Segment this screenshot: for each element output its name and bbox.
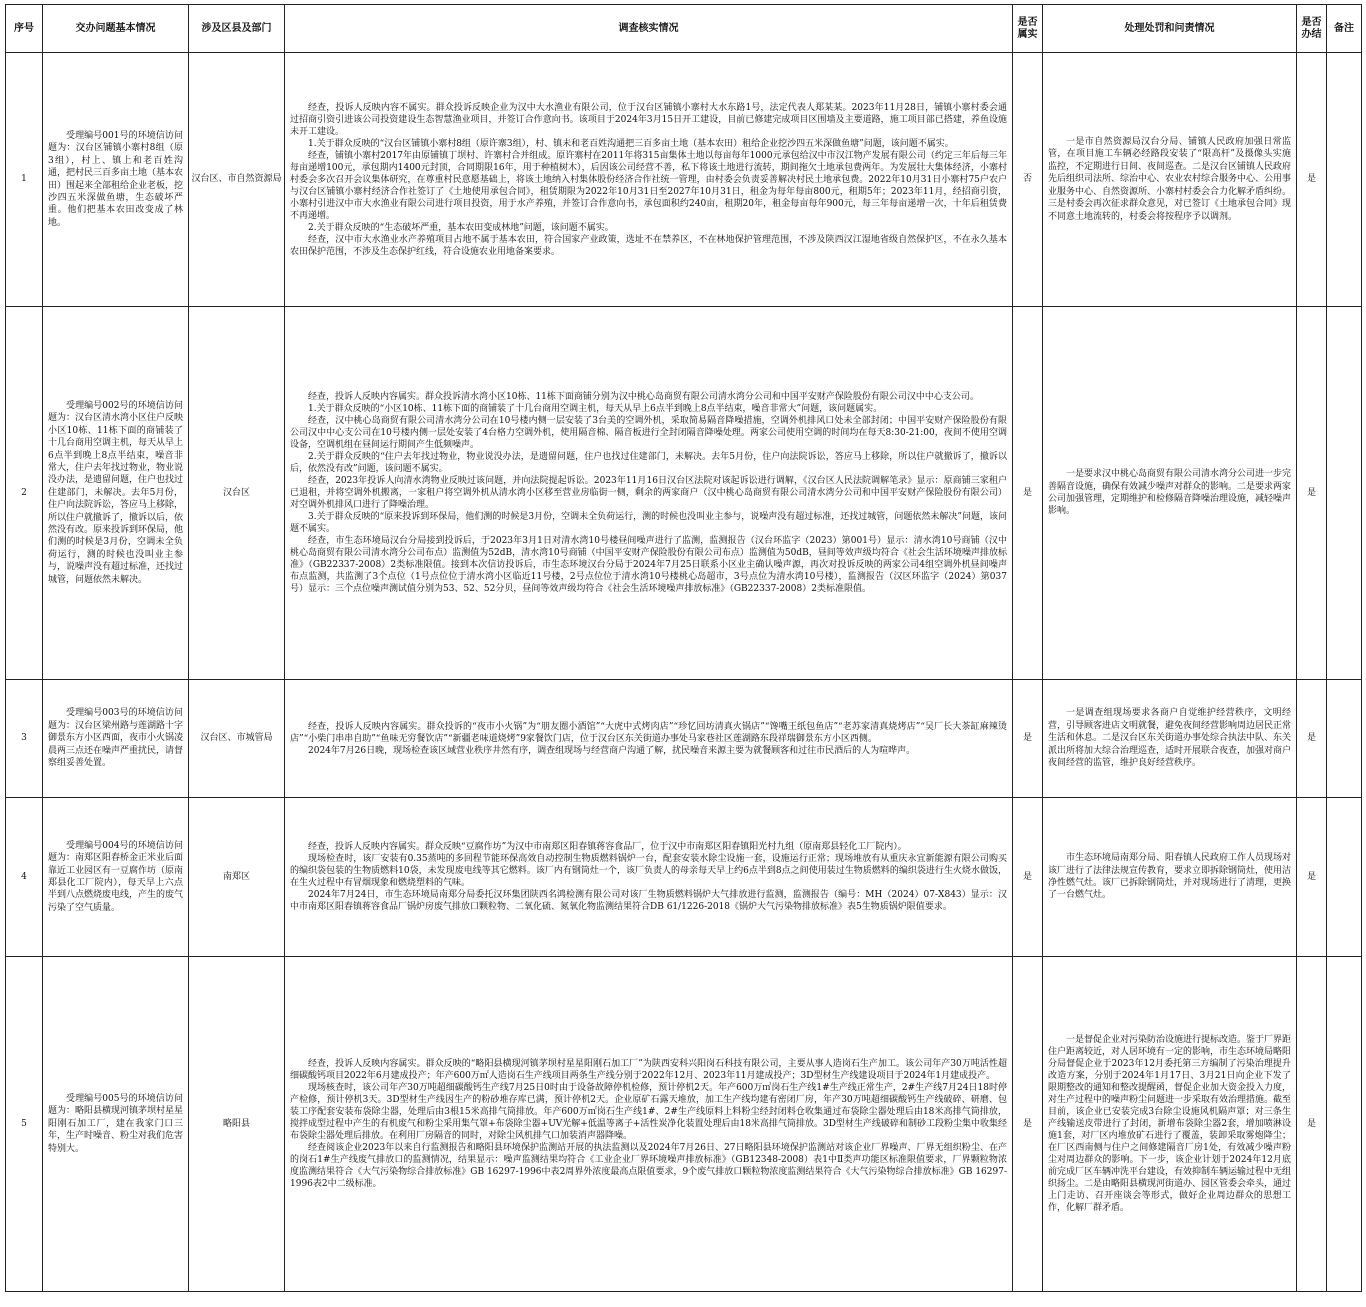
row-closed: 是 <box>1297 798 1327 957</box>
row-verified: 是 <box>1013 957 1043 1292</box>
header-verified: 是否属实 <box>1013 5 1043 53</box>
row-note <box>1327 53 1362 307</box>
row-handling: 一是要求汉中桃心岛商贸有限公司清水湾分公司进一步完善隔音设施，确保有效减少噪声对群众的影响。二是要求两家公司加强管理，定期维护和检修隔音降噪治理设施，减轻噪声影响。 <box>1043 307 1297 680</box>
row-note <box>1327 798 1362 957</box>
row-handling: 一是调查组现场要求各商户自觉维护经营秩序，文明经营，引导顾客进店文明就餐，避免夜间经营影响周边居民正常生活和休息。二是汉台区东关街道办事处综合执法中队、东关派出所将加大综合治理巡查，适时开展联合夜查，加强对商户夜间经营的监管，维护良好经营秩序。 <box>1043 680 1297 798</box>
row-closed: 是 <box>1297 307 1327 680</box>
header-no: 序号 <box>6 5 43 53</box>
row-verified: 否 <box>1013 53 1043 307</box>
header-handling: 处理处罚和问责情况 <box>1043 5 1297 53</box>
header-closed: 是否办结 <box>1297 5 1327 53</box>
row-no: 4 <box>6 798 43 957</box>
row-dept: 汉台区、市城管局 <box>189 680 285 798</box>
row-basic: 受理编号001号的环境信访问题为：汉台区铺镇小寨村8组（原3组），村上、镇上和老百姓沟通，把村民三百多亩土地（基本农田）围起来全部租给企业老板，挖沙四五米深做鱼塘，生态破坏严重。他们把基本农田改变成了林地。 <box>43 53 189 307</box>
row-basic: 受理编号002号的环境信访问题为：汉台区清水湾小区住户反映小区10栋、11栋下面的商铺装了十几台商用空调主机，每天从早上6点半到晚上8点半结束，噪音非常大，住户去年找过物业，物业说没办法，是遗留问题，住户也找过住建部门，未解决。去年5月份，住户向法院诉讼，答应马上移除，所以住户就撤诉了，撤诉以后，依然没有改。原来投诉到环保局，他们测的时候是3月份，空调未全负荷运行，测的时候也没叫业主参与，说噪声没有超过标准，还找过城管，问题依然未解决。 <box>43 307 189 680</box>
table-row <box>6 680 1362 798</box>
row-basic: 受理编号005号的环境信访问题为：略阳县横现河镇茅坝村星星阳刚石加工厂，建在我家门口三年，生产时噪音、粉尘对我们危害特别大。 <box>43 957 189 1292</box>
row-verified: 是 <box>1013 680 1043 798</box>
table-row <box>6 307 1362 680</box>
row-investigation: 经查，投诉人反映内容属实。群众反映的“略阳县横现河镇茅坝村星星阳刚石加工厂”为陕西安科兴阳岗石科技有限公司，主要从事人造岗石生产加工。该公司年产30万吨活性超细碳酸钙项目2022年6月建成投产；年产600万㎡人造岗石生产线项目两条生产线分别于2022年12月、2023年11月建成投产；3D型材生产线建设项目于2024年1月建成投产。 现场核查时，该公司年产30万吨超细碳酸钙生产线7月25日0时由于设备故障停机检修，预计停机2天。年产600万㎡岗石生产线1#生产线正常生产，2#生产线7月24日18时停产检修，预计停机3天。3D型材生产线因生产的粉砂堆存库已满，预计停机2天。企业原矿石露天堆放，加工生产线均建有密闭厂房，年产30万吨超细碳酸钙生产线破碎、研磨、包装工序配套安装布袋除尘器，处理后由3根15米高排气筒排放。年产600万㎡岗石生产线1#、2#生产线原料上料粉尘经封闭料仓收集通过布袋除尘器处理后由18米高排气筒排放，搅拌成型过程中产生的有机废气和粉尘采用集气罩+布袋除尘器+UV光解+低温等离子+活性炭净化装置处理后由18米高排气筒排放。3D型材生产线破碎和制砂工段粉尘集中收集经布袋除尘器处理后排放。在利用厂房隔音的同时，对除尘风机排气口加装消声器降噪。 经查阅该企业2023年以来自行监测报告和略阳县环境保护监测站开展的执法监测以及2024年7月26日、27日略阳县环境保护监测站对该企业厂界噪声、厂界无组织粉尘、在产的岗石1#生产线废气排放口的监测情况，结果显示：噪声监测结果均符合《工业企业厂界环境噪声排放标准》（GB12348-2008）表1中Ⅱ类声功能区标准限值要求，厂界颗粒物浓度监测结果符合《大气污染物综合排放标准》GB 16297-1996中表2周界外浓度最高点限值要求，9个废气排放口颗粒物浓度监测结果符合《大气污染物综合排放标准》GB 16297-1996表2中二级标准。 <box>285 957 1013 1292</box>
row-note <box>1327 307 1362 680</box>
row-note <box>1327 957 1362 1292</box>
row-verified: 是 <box>1013 798 1043 957</box>
row-dept: 南郑区 <box>189 798 285 957</box>
row-no: 2 <box>6 307 43 680</box>
row-basic: 受理编号004号的环境信访问题为：南郑区阳春桥金正米业后面靠近工业园区有一豆腐作坊（原南郑县化工厂院内），每天早上六点半到八点燃烧废电线，产生的废气污染了空气质量。 <box>43 798 189 957</box>
row-dept: 略阳县 <box>189 957 285 1292</box>
table-row <box>6 798 1362 957</box>
row-verified: 是 <box>1013 307 1043 680</box>
complaint-table <box>5 4 1362 1292</box>
row-investigation: 经查，投诉人反映内容属实。群众投诉的“夜市小火锅”为“朋友圈小酒馆”“大虎中式烤肉店”“珍忆回坊清真火锅店”“馋嘴王纸包鱼店”“老苏家清真烧烤店”“吴厂长大茶缸麻辣烫店”“小柴门串串自助”“鱼味无穷餐饮店”“新疆老味道烧烤”9家餐饮门店，位于汉台区东关街道办事处马家巷社区莲湖路东段祥瑞御景东方小区西侧。 2024年7月26日晚，现场检查该区域营业秩序井然有序，调查组现场与经营商户沟通了解，扰民噪音来源主要为就餐顾客和过往市民酒后的人为喧哗声。 <box>285 680 1013 798</box>
header-investigation: 调查核实情况 <box>285 5 1013 53</box>
row-note <box>1327 680 1362 798</box>
row-closed: 是 <box>1297 680 1327 798</box>
row-closed: 是 <box>1297 957 1327 1292</box>
row-no: 1 <box>6 53 43 307</box>
row-investigation: 经查，投诉人反映内容属实。群众反映“豆腐作坊”为汉中市南郑区阳春镇蒋容食品厂，位于汉中市南郑区阳春镇阳光村九组（原南郑县轻化工厂院内）。 现场检查时，该厂安装有0.35蒸吨的多回程节能环保高效自动控制生物质燃料锅炉一台，配套安装水除尘设施一套，设施运行正常；现场堆放有从重庆永宜新能源有限公司购买的编织袋包装的生物质燃料10袋，未发现废电线等其它燃料。该厂内有钢筒灶一个，该厂负责人的母亲每天早上约6点半到8点之间使用装过生物质燃料的编织袋进行生火烧水做饭，在生火过程中有冒烟现象和燃烧塑料的气味。 2024年7月24日，市生态环境局南郑分局委托汉环集团陕西名鸿检测有限公司对该厂生物质燃料锅炉大气排放进行监测，监测报告（编号：MH（2024）07-X843）显示：汉中市南郑区阳春镇蒋容食品厂锅炉房废气排放口颗粒物、二氧化硫、氮氧化物监测结果符合DB 61/1226-2018《锅炉大气污染物排放标准》表5生物质锅炉限值要求。 <box>285 798 1013 957</box>
table-row <box>6 53 1362 307</box>
header-basic: 交办问题基本情况 <box>43 5 189 53</box>
row-no: 5 <box>6 957 43 1292</box>
row-handling: 一是市自然资源局汉台分局、铺镇人民政府加强日常监管，在项目施工车辆必经路段安装了“限高杆”及摄像头实施监控，不定期进行日间、夜间巡查。二是汉台区铺镇人民政府先后组织司法所、综治中心、农业农村综合服务中心、公用事业服务中心、自然资源所、小寨村村委会合力化解矛盾纠纷。三是村委会再次征求群众意见，对已签订《土地承包合同》现不同意土地流转的，村委会将按程序予以调剂。 <box>1043 53 1297 307</box>
row-dept: 汉台区 <box>189 307 285 680</box>
table-row <box>6 957 1362 1292</box>
table-header-row <box>6 5 1362 53</box>
row-dept: 汉台区、市自然资源局 <box>189 53 285 307</box>
row-no: 3 <box>6 680 43 798</box>
row-handling: 一是督促企业对污染防治设施进行提标改造。鉴于厂界距住户距离较近，对人居环境有一定的影响，市生态环境局略阳分局督促企业于2023年12月委托第三方编制了污染治理提升改造方案，分别于2024年1月17日、3月21日向企业下发了限期整改的通知和整改提醒函，督促企业加大资金投入力度，对生产过程中的噪声粉尘问题进一步采取有效治理措施。截至目前，该企业已安装完成3台除尘设施风机隔声罩；对三条生产线输送皮带进行了封闭，新增布袋除尘器2套，增加喷淋设施1套，对厂区内堆放矿石进行了覆盖，装卸采取雾炮降尘；在厂区西南侧与住户之间修建隔音厂房1处，有效减少噪声粉尘对周边群众的影响。下一步，该企业计划于2024年12月底前完成厂区车辆冲洗平台建设，有效抑制车辆运输过程中无组织扬尘。二是由略阳县横现河街道办、园区管委会牵头，通过上门走访、召开座谈会等形式，做好企业周边群众的思想工作，化解厂群矛盾。 <box>1043 957 1297 1292</box>
row-handling: 市生态环境局南郑分局、阳春镇人民政府工作人员现场对该厂进行了法律法规宣传教育，要求立即拆除钢筒灶，使用洁净性燃气灶。该厂已拆除钢筒灶，并对现场进行了清理，更换了一台燃气灶。 <box>1043 798 1297 957</box>
row-basic: 受理编号003号的环境信访问题为：汉台区梁州路与莲湖路十字御景东方小区西面，夜市小火锅凌晨两三点还在噪声严重扰民，请督察组妥善处置。 <box>43 680 189 798</box>
row-investigation: 经查，投诉人反映内容属实。群众投诉清水湾小区10栋、11栋下面商铺分别为汉中桃心岛商贸有限公司清水湾分公司和中国平安财产保险股份有限公司汉中中心支公司。 1.关于群众反映的“小区10栋、11栋下面的商铺装了十几台商用空调主机，每天从早上6点半到晚上8点半结束，噪音非常大”问题，该问题属实。 经查，汉中桃心岛商贸有限公司清水湾分公司在10号楼内侧一层安装了3台美的空调外机，采取简易隔音降噪措施，空调外机排风口处未全部封闭；中国平安财产保险股份有限公司汉中中心支公司在10号楼内侧一层处安装了4台格力空调外机，使用隔音棉、隔音板进行全封闭隔音降噪处理。两家公司使用空调的时间均在每天8:30-21:00，夜间不使用空调设备，空调机组在昼间运行期间产生低频噪声。 2.关于群众反映的“住户去年找过物业，物业说没办法，是遗留问题，住户也找过住建部门，未解决。去年5月份，住户向法院诉讼，答应马上移除，所以住户就撤诉了，撤诉以后，依然没有改”问题，该问题不属实。 经查，2023年投诉人向清水湾物业反映过该问题，并向法院提起诉讼。2023年11月16日汉台区法院对该起诉讼进行调解，《汉台区人民法院调解笔录》显示：原商铺三家租户已退租，并将空调外机搬离，一家租户将空调外机从清水湾小区移至营业房临街一侧，剩余的两家商户（汉中桃心岛商贸有限公司清水湾分公司和中国平安财产保险股份有限公司）对空调外机排风口进行了降噪治理。 3.关于群众反映的“原来投诉到环保局，他们测的时候是3月份，空调未全负荷运行，测的时候也没叫业主参与，说噪声没有超过标准，还找过城管，问题依然未解决”问题，该问题不属实。 经查，市生态环境局汉台分局接到投诉后，于2023年3月1日对清水湾10号楼昼间噪声进行了监测，监测报告（汉台环监字（2023）第001号）显示：清水湾10号商铺（汉中桃心岛商贸有限公司清水湾分公司布点）监测值为52dB，清水湾10号商铺（中国平安财产保险股份有限公司布点）监测值为50dB，昼间等效声级均符合《社会生活环境噪声排放标准》（GB22337-2008）2类标准限值。接到本次信访投诉后，市生态环境汉台分局于2024年7月25日联系小区业主确认噪声源，再次对投诉反映的两家公司4组空调外机昼间噪声布点监测，共监测了3个点位（1号点位位于清水湾小区临近11号楼，2号点位位于清水湾10号楼桃心岛超市，3号点位为清水湾10号楼），监测报告（汉区环监字（2024）第037号）显示：三个点位噪声测试值分别为53、52、52分贝，昼间等效声级均符合《社会生活环境噪声排放标准》（GB22337-2008）2类标准限值。 <box>285 307 1013 680</box>
header-dept: 涉及区县及部门 <box>189 5 285 53</box>
row-closed: 是 <box>1297 53 1327 307</box>
row-investigation: 经查，投诉人反映内容不属实。群众投诉反映企业为汉中大水渔业有限公司，位于汉台区铺镇小寨村大水东路1号，法定代表人郑某某。2023年11月28日，铺镇小寨村委会通过招商引资引进该公司投资建设生态智慧渔业项目，并签订合作意向书。该项目于2024年3月15日开工建设，目前已修建完成项目区围墙及主要道路，施工项目部已搭建，养鱼设施未开工建设。 1.关于群众反映的“汉台区铺镇小寨村8组（原许寨3组），村、镇未和老百姓沟通把三百多亩土地（基本农田）租给企业挖沙四五米深做鱼塘”问题，该问题不属实。 经查，铺镇小寨村2017年由原铺镇丁坝村、许寨村合并组成。原许寨村在2011年将315亩集体土地以每亩每年1000元承包给汉中市汉江物产发展有限公司（约定三年后每三年每亩递增100元，承包期内1400元封顶，合同期限16年，用于种植树木），后因该公司经营不善，私下将该土地进行流转，期间拖欠土地承包费两年。为发展壮大集体经济，小寨村村委会多次召开会议集体研究，在尊重村民意愿基础上，将该土地纳入村集体股份经济合作社统一管理，由村委会负责妥善解决村民土地承包费。2022年10月31日小寨村75户农户与汉台区铺镇小寨村经济合作社签订了《土地使用承包合同》，租赁期限为2022年10月31日至2027年10月31日，租金为每年每亩800元，租期5年；2023年11月，经招商引资，小寨村引进汉中市大水渔业有限公司进行项目投资，用于水产养殖，并签订合作意向书，承包面积约240亩，租期20年，租金每亩每年900元，每三年每亩递增一次，十年后租赁费不再递增。 2.关于群众反映的“生态破坏严重，基本农田变成林地”问题，该问题不属实。 经查，汉中市大水渔业水产养殖项目占地不属于基本农田，符合国家产业政策，选址不在禁养区，不在林地保护管理范围，不涉及陕西汉江湿地省级自然保护区，不在永久基本农田保护范围，不涉及生态保护红线，符合设施农业用地备案要求。 <box>285 53 1013 307</box>
header-note: 备注 <box>1327 5 1362 53</box>
